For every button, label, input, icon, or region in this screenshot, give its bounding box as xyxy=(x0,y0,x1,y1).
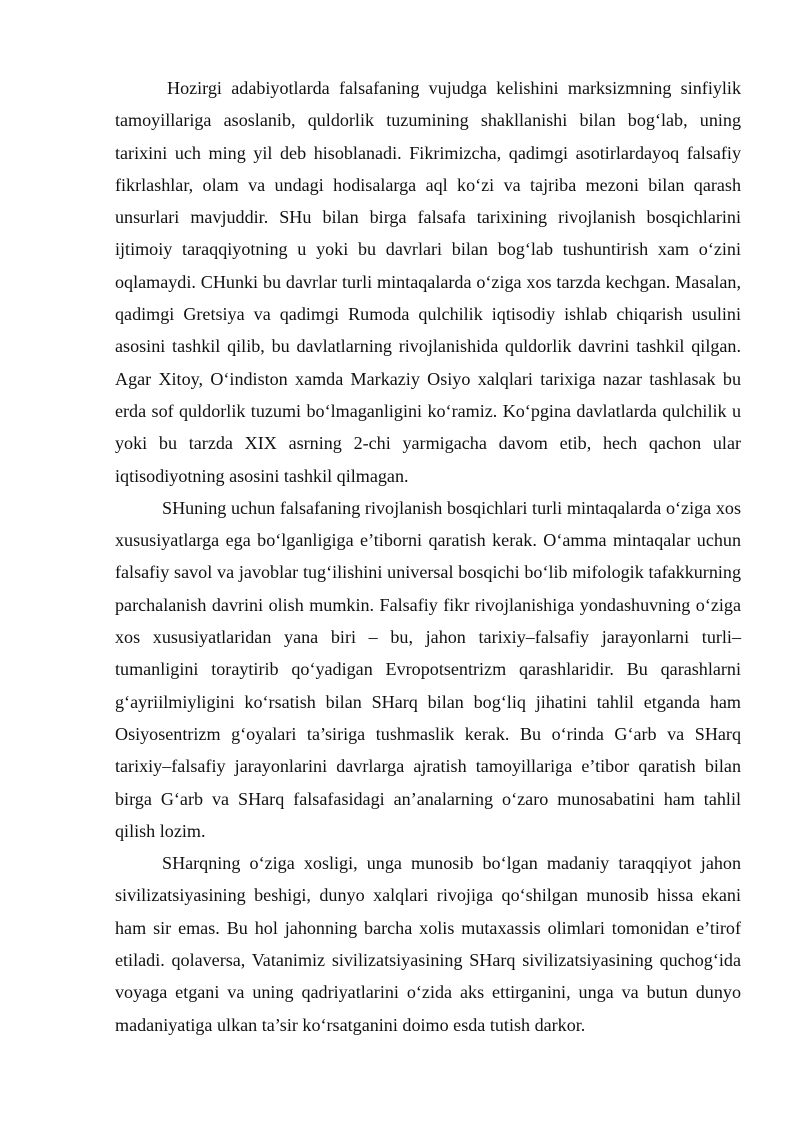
paragraph-1: Hozirgi adabiyotlarda falsafaning vujudga kelishini marksizmning sinfiylik tamoyillariga asoslanib, quldorlik tuzumining shakllanishi bilan bog‘lab, uning tarixini uch ming yil deb hisoblanadi. Fikrimizcha, qadimgi asotirlardayoq falsafiy fikrlashlar, olam va undagi hodisalarga aql ko‘zi va tajriba mezoni bilan qarash unsurlari mavjuddir. SHu bilan birga falsafa tarixining rivojlanish bosqichlarini ijtimoiy taraqqiyotning u yoki bu davrlari bilan bog‘lab tushuntirish xam o‘zini oqlamaydi. CHunki bu davrlar turli mintaqalarda o‘ziga xos tarzda kechgan. Masalan, qadimgi Gretsiya va qadimgi Rumoda qulchilik iqtisodiy ishlab chiqarish usulini asosini tashkil qilib, bu davlatlarning rivojlanishida quldorlik davrini tashkil qilgan. Agar Xitoy, O‘indiston xamda Markaziy Osiyo xalqlari tarixiga nazar tashlasak bu erda sof quldorlik tuzumi bo‘lmaganligini ko‘ramiz. Ko‘pgina davlatlarda qulchilik u yoki bu tarzda XIX asrning 2-chi yarmigacha davom etib, hech qachon ular iqtisodiyotning asosini tashkil qilmagan. xyxy=(115,78,741,486)
body-text xyxy=(115,72,741,1041)
paragraph-3: SHarqning o‘ziga xosligi, unga munosib bo‘lgan madaniy taraqqiyot jahon sivilizatsiyasining beshigi, dunyo xalqlari rivojiga qo‘shilgan munosib hissa ekani ham sir emas. Bu hol jahonning barcha xolis mutaxassis olimlari tomonidan e’tirof etiladi. qolaversa, Vatanimiz sivilizatsiyasining SHarq sivilizatsiyasining quchog‘ida voyaga etgani va uning qadriyatlarini o‘zida aks ettirganini, unga va butun dunyo madaniyatiga ulkan ta’sir ko‘rsatganini doimo esda tutish darkor. xyxy=(115,853,741,1035)
paragraph-2: SHuning uchun falsafaning rivojlanish bosqichlari turli mintaqalarda o‘ziga xos xususiyatlarga ega bo‘lganligiga e’tiborni qaratish kerak. O‘amma mintaqalar uchun falsafiy savol va javoblar tug‘ilishini universal bosqichi bo‘lib mifologik tafakkurning parchalanish davrini olish mumkin. Falsafiy fikr rivojlanishiga yondashuvning o‘ziga xos xususiyatlaridan yana biri – bu, jahon tarixiy–falsafiy jarayonlarni turli–tumanligini toraytirib qo‘yadigan Evropotsentrizm qarashlaridir. Bu qarashlarni g‘ayriilmiyligini ko‘rsatish bilan SHarq bilan bog‘liq jihatini tahlil etganda ham Osiyosentrizm g‘oyalari ta’siriga tushmaslik kerak. Bu o‘rinda G‘arb va SHarq tarixiy–falsafiy jarayonlarini davrlarga ajratish tamoyillariga e’tibor qaratish bilan birga G‘arb va SHarq falsafasidagi an’analarning o‘zaro munosabatini ham tahlil qilish lozim. xyxy=(115,497,741,841)
